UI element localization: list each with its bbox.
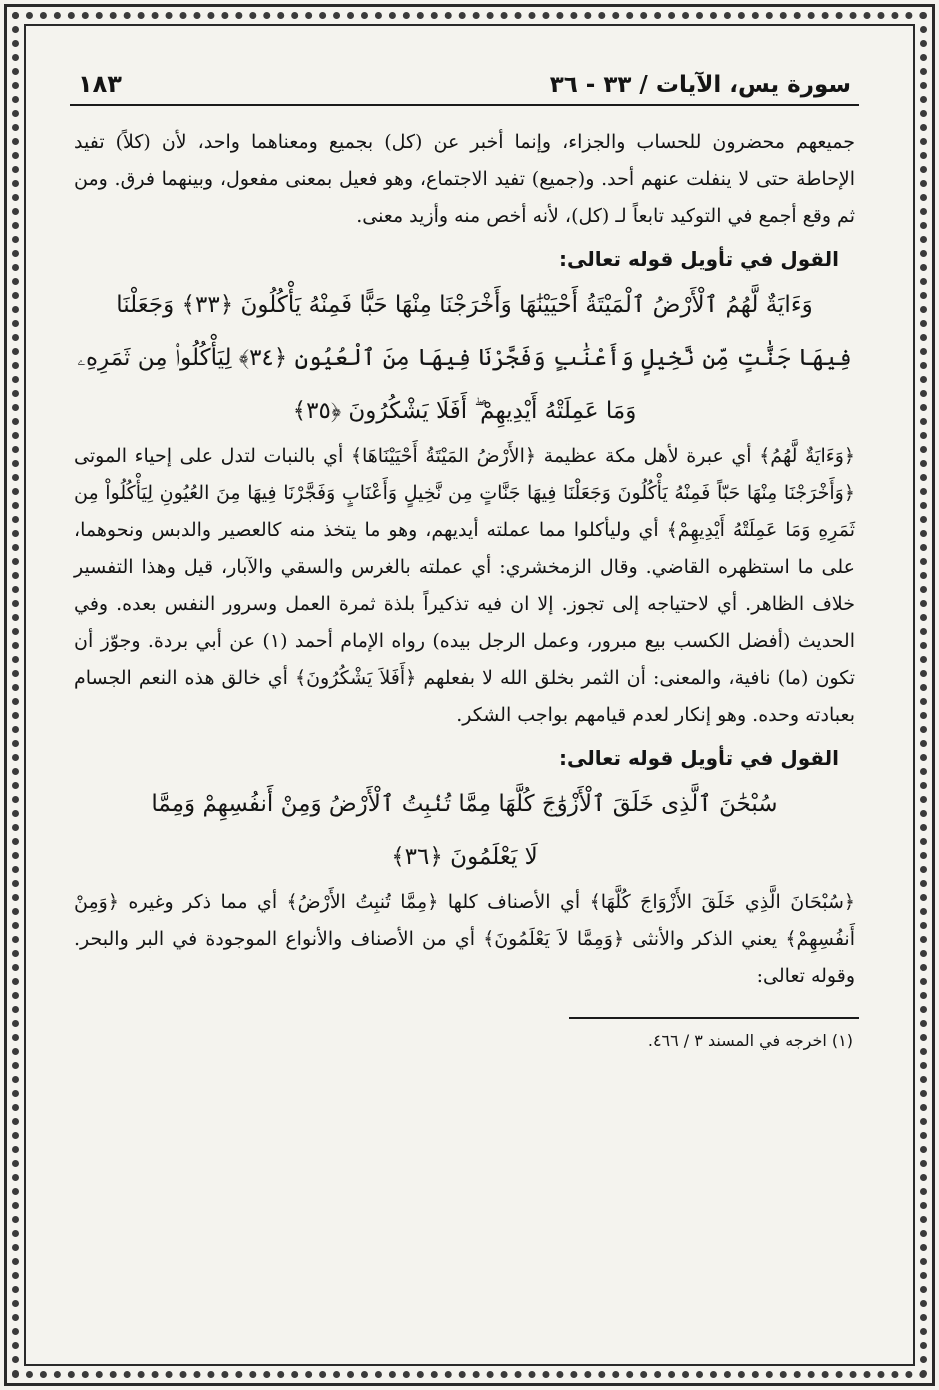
- footnote: (١) اخرجه في المسند ٣ / ٤٦٦.: [647, 1031, 853, 1050]
- quran-verse-block-2: [70, 778, 859, 884]
- commentary-paragraph-3: ﴿سُبْحَانَ الَّذِي خَلَقَ الأَزْوَاجَ كُلَّهَا﴾ أي الأصناف كلها ﴿مِمَّا تُنبِتُ الأَرْضُ﴾ أي مما ذكر وغيره ﴿وَمِنْ أَنفُسِهِمْ﴾ يعني الذكر والأنثى ﴿وَمِمَّا لاَ يَعْلَمُونَ﴾ أي من الأصناف والأنواع الموجودة في البر والبحر. وقوله تعالى:: [74, 891, 855, 987]
- page-number: ١٨٣: [78, 70, 122, 98]
- verse-line: وَءَايَةٌ لَّهُمُ ٱلْأَرْضُ ٱلْمَيْتَةُ أَحْيَيْنَٰهَا وَأَخْرَجْنَا مِنْهَا حَبًّا فَمِنْهُ يَأْكُلُونَ ﴿٣٣﴾ وَجَعَلْنَا: [116, 292, 813, 318]
- commentary-paragraph-1: جميعهم محضرون للحساب والجزاء، وإنما أخبر عن (كل) بجميع ومعناهما واحد، لأن (كلاً) تفيد الإحاطة حتى لا ينفلت عنهم أحد. و(جميع) تفيد الاجتماع، وهو فعيل بمعنى مفعول، وبينهما فرق. ومن ثم وقع أجمع في التوكيد تابعاً لـ (كل)، لأنه أخص منه وأزيد معنى.: [74, 131, 855, 227]
- quran-verse-block-1: [70, 279, 859, 438]
- page-content: [70, 58, 859, 1330]
- verse-line: سُبْحَٰنَ ٱلَّذِى خَلَقَ ٱلْأَزْوَٰجَ كُلَّهَا مِمَّا تُنۢبِتُ ٱلْأَرْضُ وَمِنْ أَنفُسِهِمْ وَمِمَّا: [151, 791, 778, 817]
- running-header: [70, 58, 859, 106]
- footnote-divider: [569, 1017, 859, 1019]
- commentary-paragraph-2: ﴿وَءَايَةٌ لَّهُمُ﴾ أي عبرة لأهل مكة عظيمة ﴿الأَرْضُ المَيْتَةُ أَحْيَيْنَاهَا﴾ أي بالنبات لتدل على إحياء الموتى ﴿وَأَخْرَجْنَا مِنْهَا حَبّاً فَمِنْهُ يَأْكُلُونَ وَجَعَلْنَا فِيهَا جَنَّاتٍ مِن نَّخِيلٍ وَأَعْنَابٍ وَفَجَّرْنَا فِيهَا مِنَ العُيُونِ لِيَأْكُلُواْ مِن ثَمَرِهِ وَمَا عَمِلَتْهُ أَيْدِيهِمْ﴾ أي وليأكلوا مما عملته أيديهم، وهو ما يتخذ منه كالعصير والدبس ونحوهما، على ما استظهره القاضي. وقال الزمخشري: أي عملته بالغرس والسقي والآبار، قيل وهذا التفسير خلاف الظاهر. أي لاحتياجه إلى تجوز. إلا ان فيه تذكيراً بلذة ثمرة العمل وسرور النفس بعده. وفي الحديث (أفضل الكسب بيع مبرور، وعمل الرجل بيده) رواه الإمام أحمد (١) عن أبي بردة. وجوّز أن تكون (ما) نافية، والمعنى: أن الثمر بخلق الله لا بفعلهم ﴿أَفَلاَ يَشْكُرُونَ﴾ أي خالق هذه النعم الجسام بعبادته وحده. وهو إنكار لعدم قيامهم بواجب الشكر.: [74, 445, 855, 726]
- verse-line: فِيهَا جَنَّٰتٍ مِّن نَّخِيلٍ وَأَعْنَٰبٍ وَفَجَّرْنَا فِيهَا مِنَ ٱلْعُيُونِ ﴿٣٤﴾ لِيَأْكُلُوا۟ مِن ثَمَرِهِۦ: [77, 345, 852, 371]
- verse-line: وَمَا عَمِلَتْهُ أَيْدِيهِمْ ۖ أَفَلَا يَشْكُرُونَ ﴿٣٥﴾: [292, 398, 637, 424]
- section-heading-1: القول في تأويل قوله تعالى:: [559, 247, 839, 271]
- verse-line: لَا يَعْلَمُونَ ﴿٣٦﴾: [391, 844, 538, 870]
- section-heading-2: القول في تأويل قوله تعالى:: [559, 746, 839, 770]
- running-title: سورة يس، الآيات / ٣٣ - ٣٦: [549, 72, 851, 98]
